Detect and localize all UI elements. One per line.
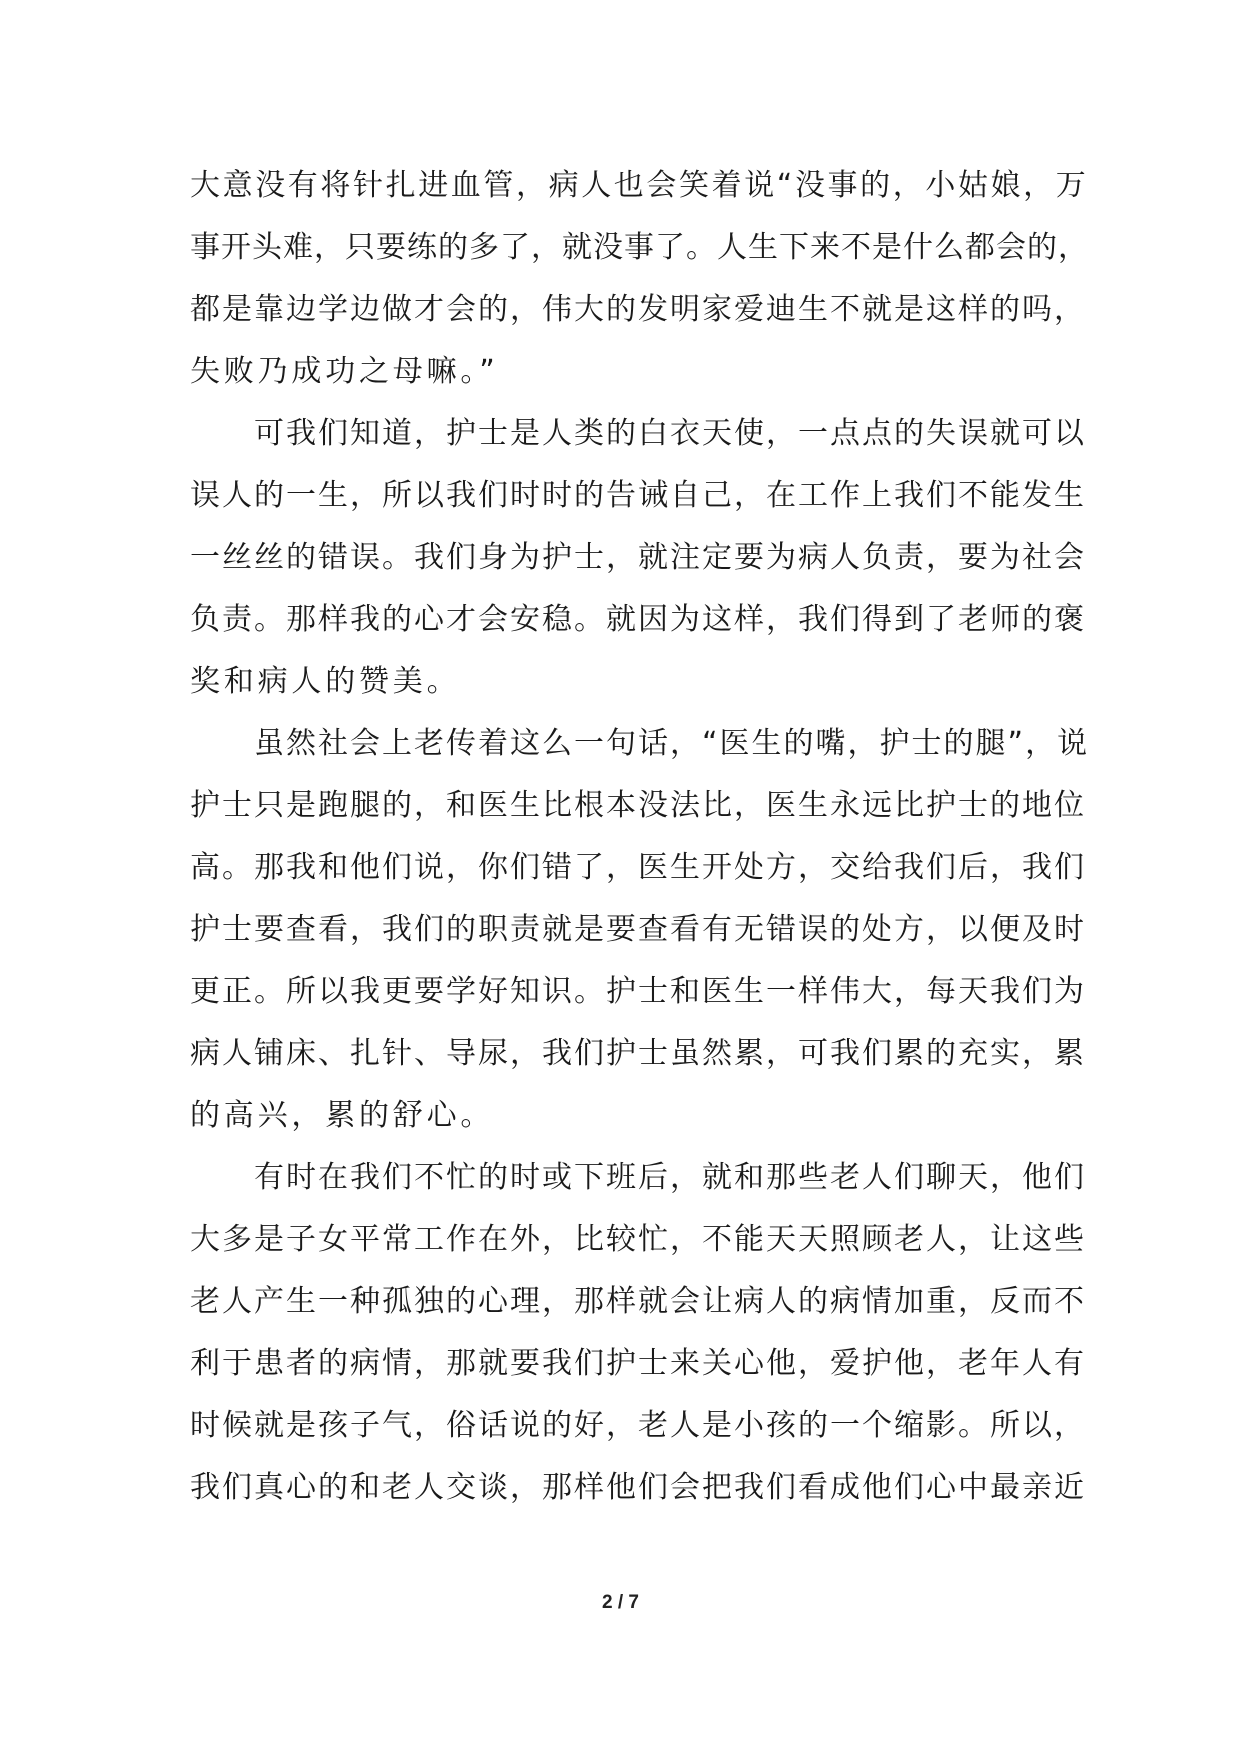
text-line: 都是靠边学边做才会的，伟大的发明家爱迪生不就是这样的吗， — [190, 292, 1086, 327]
page-number: 2 / 7 — [602, 1592, 639, 1613]
text-line: 误人的一生，所以我们时时的告诫自己，在工作上我们不能发生 — [190, 478, 1086, 513]
text-line: 时候就是孩子气，俗话说的好，老人是小孩的一个缩影。所以， — [190, 1408, 1086, 1443]
text-line: 有时在我们不忙的时或下班后，就和那些老人们聊天，他们 — [190, 1160, 1086, 1195]
document-body — [190, 155, 1090, 1519]
text-line: 高。那我和他们说，你们错了，医生开处方，交给我们后，我们 — [190, 850, 1086, 885]
text-line: 老人产生一种孤独的心理，那样就会让病人的病情加重，反而不 — [190, 1284, 1086, 1319]
text-line: 虽然社会上老传着这么一句话，“医生的嘴，护士的腿”，说 — [190, 726, 1090, 761]
text-line: 利于患者的病情，那就要我们护士来关心他，爱护他，老年人有 — [190, 1346, 1086, 1381]
text-line: 更正。所以我更要学好知识。护士和医生一样伟大，每天我们为 — [190, 974, 1086, 1009]
text-line: 可我们知道，护士是人类的白衣天使，一点点的失误就可以 — [190, 416, 1086, 451]
text-line: 事开头难，只要练的多了，就没事了。人生下来不是什么都会的， — [190, 230, 1089, 265]
text-line: 负责。那样我的心才会安稳。就因为这样，我们得到了老师的褒 — [190, 602, 1086, 637]
text-line: 病人铺床、扎针、导尿，我们护士虽然累，可我们累的充实，累 — [190, 1036, 1086, 1071]
text-line: 大意没有将针扎进血管，病人也会笑着说“没事的，小姑娘，万 — [190, 168, 1089, 203]
text-line: 大多是子女平常工作在外，比较忙，不能天天照顾老人，让这些 — [190, 1222, 1086, 1257]
text-line: 奖和病人的赞美。 — [190, 664, 461, 699]
text-line: 失败乃成功之母嘛。” — [190, 354, 499, 389]
text-line: 的高兴，累的舒心。 — [190, 1098, 495, 1133]
text-line: 一丝丝的错误。我们身为护士，就注定要为病人负责，要为社会 — [190, 540, 1086, 575]
text-line: 护士要查看，我们的职责就是要查看有无错误的处方，以便及时 — [190, 912, 1086, 947]
text-line: 护士只是跑腿的，和医生比根本没法比，医生永远比护士的地位 — [190, 788, 1086, 823]
text-line: 我们真心的和老人交谈，那样他们会把我们看成他们心中最亲近 — [190, 1470, 1086, 1505]
